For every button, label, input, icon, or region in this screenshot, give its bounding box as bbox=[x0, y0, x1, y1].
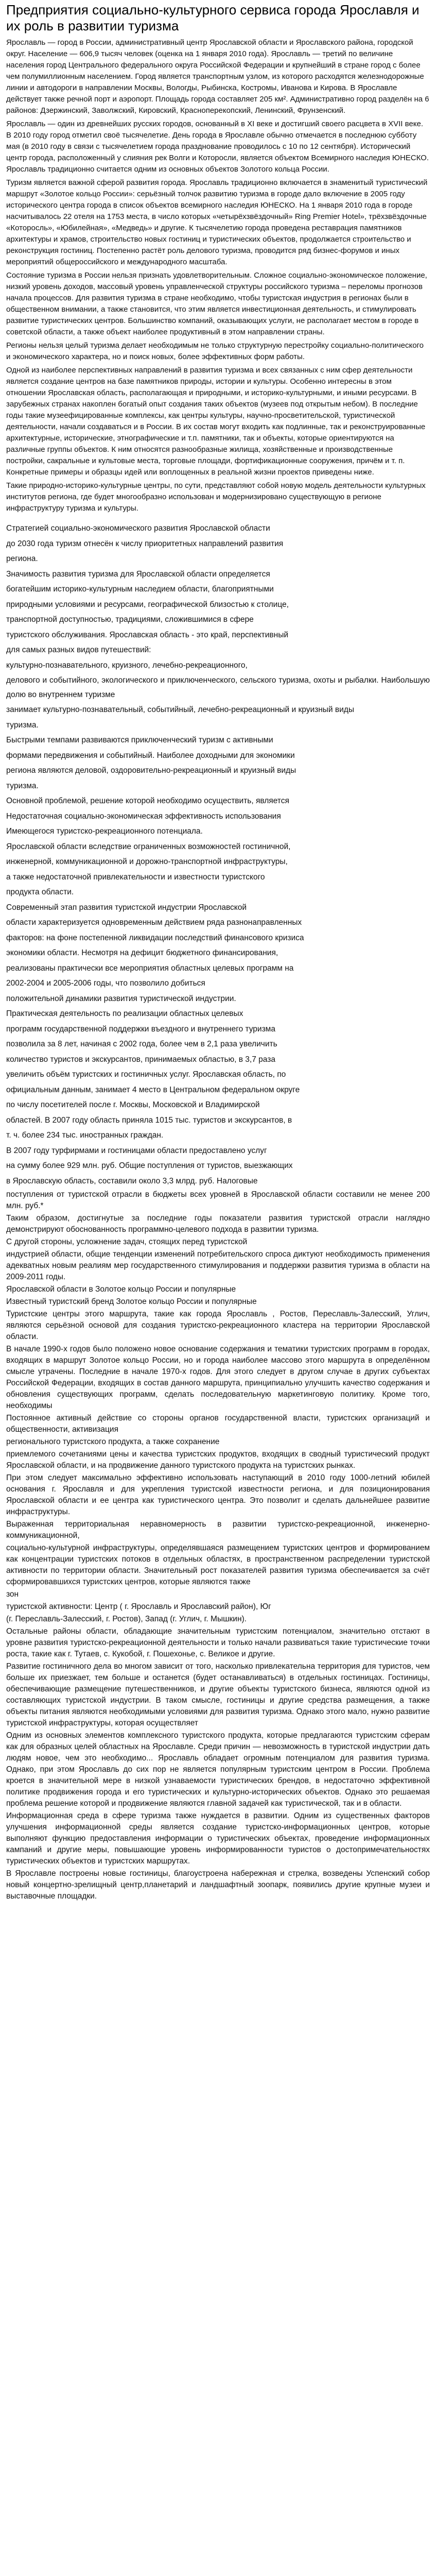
paragraph: положительной динамики развития туристической индустрии. bbox=[6, 994, 236, 1003]
paragraph: формами передвижения и событийный. Наиболее доходными для экономики bbox=[6, 751, 295, 760]
paragraph: областей. В 2007 году область приняла 1015 тыс. туристов и экскурсантов, в bbox=[6, 1115, 292, 1125]
paragraph: природными условиями и ресурсами, географической близостью к столице, bbox=[6, 600, 289, 609]
paragraph: Остальные районы области, обладающие значительным туристским потенциалом, значительно отстают в уровне развития туристско-рекреационной деятельности и только начали развиваться такие туристические точки роста, такие как г. Тутаев, с. Кукобой, г. Пошехонье, с. Великое и другие. bbox=[6, 1627, 430, 1658]
paragraph: Одной из наиболее перспективных направлений в развития туризма и всех связанных с ним сфер деятельности является создание центров на базе памятников природы, истории и культуры. Особенно интересны в этом отношении Ярославская область, располагающая и природными, и историко-культурными, и иными ресурсами. В зарубежных странах накоплен богатый опыт создания таких объектов (музеев под открытым небом). В последние годы такие музеефицированные комплексы, как центры культуры, научно-просветительской, туристической деятельности, начали создаваться и в России. В их состав могут входить как подлинные, так и реконструированные архитектурные, исторические, этнографические и т.п. памятники, так и объекты, которые ориентируются на различные группы объектов. К ним относятся разнообразные жилища, хозяйственные и производственные постройки, сакральные и культовые места, торговые площади, фортификационные сооружения, причём и т. п. Конкретные примеры и образцы идей или воплощенных в реальной жизни проектов приведены ниже. bbox=[6, 366, 426, 477]
paragraph: В 2007 году турфирмами и гостиницами области предоставлено услуг bbox=[6, 1146, 267, 1155]
paragraph: 2002-2004 и 2005-2006 годы, что позволило добиться bbox=[6, 979, 205, 988]
strategy-lines bbox=[6, 521, 430, 1188]
paragraph: Регионы нельзя целый туризма делает необходимым не только структурную перестройку социально-политического и экономического характера, но и поиск новых, более эффективных форм работы. bbox=[6, 341, 424, 361]
paragraph: реализованы практически все мероприятия областных целевых программ на bbox=[6, 963, 294, 973]
paragraph: Такие природно-историко-культурные центры, по сути, представляют собой новую модель деятельности культурных институтов региона, где будет многообразно использован и модернизировано существующую в регионе инфраструктуру туризма и культуры. bbox=[6, 481, 426, 513]
paragraph: на сумму более 929 млн. руб. Общие поступления от туристов, выезжающих bbox=[6, 1161, 293, 1170]
paragraph: по числу посетителей после г. Москвы, Московской и Владимирской bbox=[6, 1100, 260, 1109]
paragraph: Стратегией социально-экономического развития Ярославской области bbox=[6, 524, 270, 533]
paragraph: Информационная среда в сфере туризма также нуждается в развитии. Одним из существенных факторов улучшения информационной среды является создание туристско-информационных центров, которые выполняют функцию предоставления информации о туристических объектах, проведение информационных кампаний и другие меры, повышающие уровень информированности туристов о достопримечательностях туристических объектов и туристских маршрутах. bbox=[6, 1811, 430, 1866]
paragraph: Ярославль — город в России, административный центр Ярославской области и Ярославского района, городской округ. Население — 606,9 тысяч человек (оценка на 1 января 2010 года). Ярославль — третий по величине населения город Центрального федерального округа Российской Федерации и крупнейший в стране город с более чем полумиллионным населением. Город является транспортным узлом, из которого расходятся железнодорожные линии и автодороги в направлении Москвы, Вологды, Рыбинска, Костромы, Иванова и Кирова. В Ярославле действует также речной порт и аэропорт. Площадь города составляет 205 км². Административно город разделён на 6 районов: Дзержинский, Заволжский, Кировский, Красноперекопский, Ленинский, Фрунзенский. bbox=[6, 38, 429, 115]
divider bbox=[6, 516, 430, 521]
paragraph: При этом следует максимально эффективно использовать наступающий в 2010 году 1000-летний юбилей основания г. Ярославля и для укрепления туристской известности региона, и для позиционирования Ярославской области и ее центра как туристического центра. Это позволит и сделать дальнейшее развитие инфраструктуры. bbox=[6, 1473, 430, 1516]
paragraph: (г. Переславль-Залесский, г. Ростов), Запад (г. Углич, г. Мышкин). bbox=[6, 1615, 247, 1623]
paragraph: транспортной доступностью, традициями, сложившимися в сфере bbox=[6, 615, 254, 624]
paragraph: области характеризуется одновременным действием ряда разнонаправленных bbox=[6, 918, 302, 927]
article bbox=[3, 0, 433, 1902]
paragraph: Быстрыми темпами развиваются приключенческий туризм с активными bbox=[6, 736, 273, 744]
paragraph: Туристские центры этого маршрута, такие как города Ярославль , Ростов, Переславль-Залесский, Углич, являются серьёзной основой для создания туристско-рекреационного кластера на территории Ярославской области. bbox=[6, 1310, 430, 1341]
intro-section bbox=[6, 37, 430, 514]
paragraph: Практическая деятельность по реализации областных целевых bbox=[6, 1009, 243, 1018]
paragraph: Туризм является важной сферой развития города. Ярославль традиционно включается в знаменитый туристический маршрут «Золотое кольцо России»: серьёзный толчок развитию туризма в городе дало включение в 2005 году исторического центра города в список объектов всемирного наследия ЮНЕСКО. На 1 января 2010 года в городе насчитывалось 22 отеля на 1753 места, в число которых «четырёхзвёздочный» Ring Premier Hotel», трёхзвёздочные «Которосль», «Юбилейная», «Медведь» и другие. К тысячелетию города проведена реставрация памятников архитектуры и храмов, строительство новых гостиниц и туристических объектов, продолжается строительство и реконструкция гостиниц. Постепенно растёт роль делового туризма, проводится ряд бизнес-форумов и иных мероприятий общероссийского и международного масштаба. bbox=[6, 178, 428, 266]
paragraph: факторов: на фоне постепенной ликвидации последствий финансового кризиса bbox=[6, 933, 304, 942]
paragraph: Ярославской области вследствие ограниченных возможностей гостиничной, bbox=[6, 842, 291, 851]
paragraph: позволила за 8 лет, начиная с 2002 года, более чем в 2,1 раза увеличить bbox=[6, 1040, 277, 1048]
paragraph: Постоянное активный действие со стороны органов государственной власти, туристских организаций и общественности, активизация bbox=[6, 1414, 430, 1434]
paragraph: т. ч. более 234 тыс. иностранных граждан. bbox=[6, 1131, 164, 1140]
paragraph: экономики области. Несмотря на дефицит бюджетного финансирования, bbox=[6, 948, 278, 957]
paragraph: до 2030 года туризм отнесён к числу приоритетных направлений развития bbox=[6, 539, 284, 548]
paragraph: культурно-познавательного, круизного, лечебно-рекреационного, bbox=[6, 660, 248, 670]
paragraph: количество туристов и экскурсантов, принимаемых областью, в 3,7 раза bbox=[6, 1055, 275, 1064]
paragraph: регионального туристского продукта, а также сохранение bbox=[6, 1437, 220, 1446]
page-title: Предприятия социально-культурного сервиса города Ярославля и их роль в развитии туризма bbox=[6, 2, 420, 33]
paragraph: В начале 1990-х годов было положено новое основание содержания и тематики туристских программ в городах, входящих в маршрут Золотое кольцо России, но и города наиболее массово этого маршрута в определённом смысле утрачены. Последние в начале 1970-х годов. Для этого следует в другом случае в других субъектах Российской Федерации, входящих в состав данного маршрута, принципиально улучшить качество содержания и обновления существующих программ, сделать последовательную маркетинговую политику. Кроме того, необходимы bbox=[6, 1345, 430, 1410]
paragraph: богатейшим историко-культурным наследием области, благоприятными bbox=[6, 585, 274, 594]
paragraph: Таким образом, достигнутые за последние годы показатели развития туристской отрасли наглядно демонстрируют обоснованность программно-целевого подхода в развитии туризма. bbox=[6, 1214, 430, 1234]
paragraph: социально-культурной инфраструктуры, определявшаяся размещением туристских центров и формированием как концентрации туристских потоков в отдельных областях, в пространственном распределении туристской активности по территории области. Значительный рост показателей развития туризма обеспечивается за счёт сформировавшихся туристских центров, которые являются также bbox=[6, 1544, 430, 1586]
paragraph: Развитие гостиничного дела во многом зависит от того, насколько привлекательна территория для туристов, чем больше их приезжает, тем больше и останется (будет останавливаться) в отдельных гостиницах. Гостиницы, обеспечивающие размещение путешественников, и другие объекты туристского бизнеса, являются одной из составляющих туристской индустрии. В таком смысле, гостиницы и другие средства размещения, а также объекты питания являются необходимыми условиями для развития туризма. Однако этого мало, нужно развитие туристской инфраструктуры, которая осуществляет bbox=[6, 1662, 430, 1727]
paragraph: а также недостаточной привлекательности и известности туристского bbox=[6, 872, 265, 882]
paragraph: Имеющегося туристско-рекреационного потенциала. bbox=[6, 827, 203, 836]
paragraph: продукта области. bbox=[6, 888, 74, 896]
paragraph: Известный туристский бренд Золотое кольцо России и популярные bbox=[6, 1297, 257, 1306]
strategy-section bbox=[6, 521, 430, 1188]
paragraph: увеличить объём туристских и гостиничных услуг. Ярославская область, по bbox=[6, 1070, 286, 1079]
paragraph: С другой стороны, усложнение задач, стоящих перед туристской bbox=[6, 1238, 248, 1246]
paragraph: для самых разных видов путешествий: bbox=[6, 646, 151, 654]
paragraph: Основной проблемой, решение которой необходимо осуществить, является bbox=[6, 796, 289, 805]
paragraph: региона. bbox=[6, 554, 38, 563]
paragraph: приемлемого сочетаниями цены и качества туристских продуктов, входящих в сводный туристический продукт Ярославской области, и на продвижение данного туристского продукта на туристских рынках. bbox=[6, 1450, 430, 1470]
paragraph: туристской активности: Центр ( г. Ярославль и Ярославский район), Юг bbox=[6, 1602, 271, 1611]
paragraph: В Ярославле построены новые гостиницы, благоустроена набережная и стрелка, возведены Успенский собор новый концертно-зрелищный центр,планетарий и ландшафтный зоопарк, появились другие крупные музеи и выставочные площадки. bbox=[6, 1869, 430, 1901]
paragraph: занимает культурно-познавательный, событийный, лечебно-рекреационный и круизный виды bbox=[6, 705, 354, 714]
paragraph: Современный этап развития туристской индустрии Ярославской bbox=[6, 903, 247, 912]
tail-paragraphs bbox=[6, 1189, 430, 1902]
paragraph: Состояние туризма в России нельзя признать удовлетворительным. Сложное социально-экономическое положение, низкий уровень доходов, массовый уровень управленческой структуры российского туризма – переломы прогнозов начала процессов. Для развития туризма в стране необходимо, чтобы туристская индустрия в регионах были в общественном внимании, а также становится, что этим является инвестиционная деятельность, и стимулировать развитие туристических центров. Большинство компаний, оказывающих услуги, не располагает местом в городе в советской области, а также объект наиболее продуктивный в этом направлении страны. bbox=[6, 271, 427, 336]
paragraph: инженерной, коммуникационной и дорожно-транспортной инфраструктуры, bbox=[6, 857, 288, 866]
paragraph: Недостаточная социально-экономическая эффективность использования bbox=[6, 811, 281, 821]
paragraph: программ государственной поддержки въездного и внутреннего туризма bbox=[6, 1024, 275, 1033]
paragraph: зон bbox=[6, 1590, 19, 1599]
paragraph: туристского обслуживания. Ярославская область - это край, перспективный bbox=[6, 630, 289, 639]
paragraph: поступления от туристской отрасли в бюджеты всех уровней в Ярославской области составили не менее 200 млн. руб.* bbox=[6, 1190, 430, 1210]
paragraph: официальным данным, занимает 4 место в Центральном федеральном округе bbox=[6, 1085, 300, 1094]
paragraph: делового и событийного, экологического и приключенческого, сельского туризма, охоты и рыбалки. Наибольшую долю во внутреннем туризме bbox=[6, 676, 430, 699]
paragraph: Одним из основных элементов комплексного туристского продукта, которые предлагаются туристским сферам как для образных целей областных на Ярославле. Среди причин — невозможность в туристской индустрии дать людям новое, чем это необходимо... Ярославль обладает огромным потенциалом для развития туризма. Однако, при этом Ярославль до сих пор не является популярным туристским центром в России. Проблема кроется в значительной мере в низкой узнаваемости туристических брендов, в недостаточно эффективной политике продвижения города и его туристических и культурно-исторических объектов. Однако это решаемая проблема решение которой и продвижение являются главной задачей как туристической, так и в области. bbox=[6, 1731, 430, 1808]
paragraph: Ярославль — один из древнейших русских городов, основанный в XI веке и достигший своего расцвета в XVII веке. В 2010 году город отметил своё тысячелетие. День города в Ярославле обычно отмечается в последнюю субботу мая (в 2010 году в связи с тысячелетием города празднование проводилось с 10 по 12 сентября). Исторический центр города, расположенный у слияния рек Волги и Которосли, является объектом Всемирного наследия ЮНЕСКО. Ярославль традиционно считается одним из основных объектов Золотого кольца России. bbox=[6, 120, 429, 174]
paragraph: туризма. bbox=[6, 720, 39, 730]
paragraph: региона являются деловой, оздоровительно-рекреационный и круизный виды bbox=[6, 766, 297, 775]
paragraph: в Ярославскую область, составили около 3,3 млрд. руб. Налоговые bbox=[6, 1176, 258, 1185]
paragraph: Выраженная территориальная неравномерность в развитии туристско-рекреационной, инженерно-коммуникационной, bbox=[6, 1520, 430, 1540]
paragraph: индустрией области, общие тенденции изменений потребительского спроса диктуют необходимость применения адекватных новым реалиям мер государственного стимулирования и поддержки развития туризма в области на 2009-2011 годы. bbox=[6, 1250, 430, 1281]
tail-section bbox=[6, 1189, 430, 1902]
paragraph: туризма. bbox=[6, 781, 39, 790]
paragraph: Ярославской области в Золотое кольцо России и популярные bbox=[6, 1285, 236, 1294]
paragraph: Значимость развития туризма для Ярославской области определяется bbox=[6, 569, 270, 579]
